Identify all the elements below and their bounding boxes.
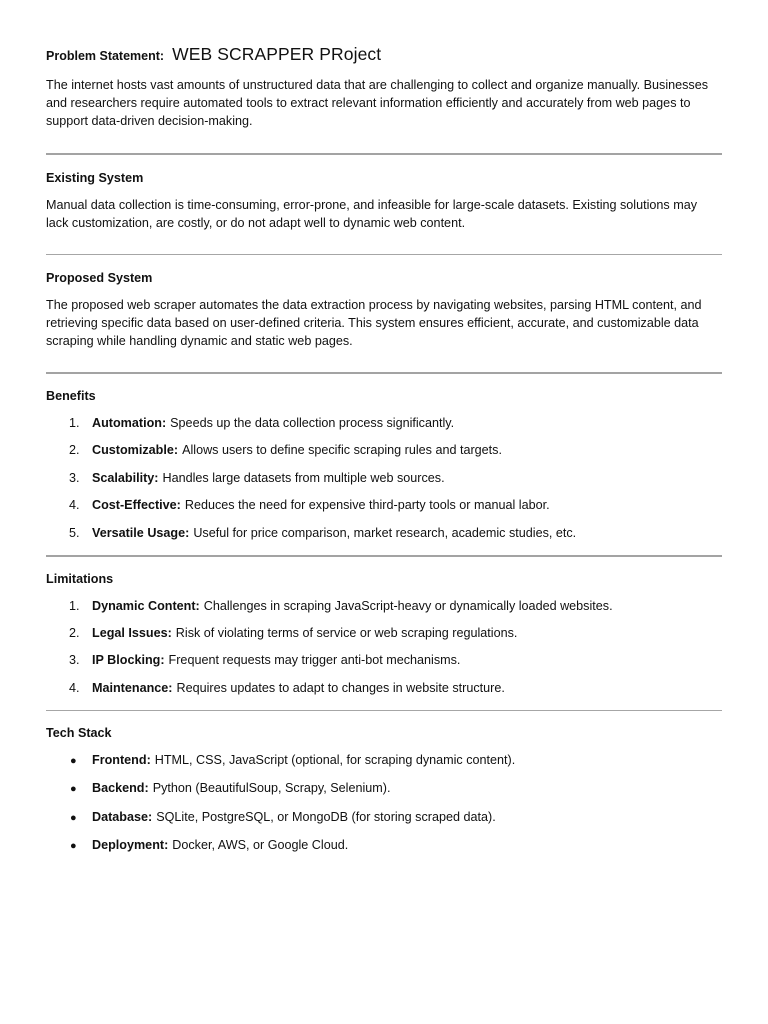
limitations-list: [46, 597, 722, 697]
list-item: [46, 651, 722, 669]
item-term: Deployment:: [92, 837, 169, 852]
list-item: [46, 496, 722, 514]
item-term: Automation:: [92, 416, 167, 430]
section-heading: Benefits: [46, 389, 96, 403]
item-description: Frequent requests may trigger anti-bot mechanisms.: [168, 653, 461, 668]
list-number: 1.: [69, 598, 80, 613]
list-item: [46, 524, 722, 542]
document-title: [46, 44, 722, 65]
list-number: 2.: [69, 625, 80, 640]
item-description: Docker, AWS, or Google Cloud.: [172, 837, 349, 852]
list-item: [46, 679, 722, 697]
tech-stack-list: [46, 751, 722, 855]
section-text: The proposed web scraper automates the data extraction process by navigating websites, parsing HTML content, and retrieving specific data based on user-defined criteria. This system ensures efficient, accurate, and customizable data scraping while handling dynamic and static web pages.: [46, 298, 702, 348]
item-description: Requires updates to adapt to changes in website structure.: [176, 680, 505, 695]
item-term: Maintenance:: [92, 680, 173, 695]
section-divider: [46, 153, 722, 155]
item-term: Cost-Effective:: [92, 498, 181, 513]
list-item: [46, 469, 722, 487]
item-term: Scalability:: [92, 470, 159, 485]
list-number: 4.: [69, 498, 80, 513]
section-text: Manual data collection is time-consuming, error-prone, and infeasible for large-scale datasets. Existing solutions may lack customization, are costly, or do not adapt well to dynamic web content.: [46, 198, 697, 230]
limitations-section: [46, 570, 722, 697]
section-heading: Proposed System: [46, 271, 153, 285]
list-item: [46, 779, 722, 798]
item-term: Legal Issues:: [92, 625, 172, 640]
list-item: [46, 624, 722, 642]
item-description: Useful for price comparison, market research, academic studies, etc.: [193, 525, 577, 540]
benefits-section: [46, 387, 722, 542]
section-heading: Limitations: [46, 571, 114, 586]
section-divider: [46, 254, 722, 255]
item-term: Dynamic Content:: [92, 598, 200, 613]
list-number: 4.: [69, 680, 80, 695]
section-divider: [46, 710, 722, 711]
intro-paragraph: The internet hosts vast amounts of unstructured data that are challenging to collect and organize manually. Businesses and researchers require automated tools to extract relevant information efficiently and accurately from web pages to support data-driven decision-making.: [46, 78, 709, 128]
list-item: [46, 836, 722, 855]
list-number: 1.: [69, 416, 80, 430]
item-term: Backend:: [92, 781, 149, 796]
list-number: 2.: [69, 443, 80, 458]
existing-system-section: [46, 169, 722, 232]
tech-stack-section: [46, 724, 722, 855]
item-term: Frontend:: [92, 752, 151, 767]
list-item: [46, 414, 722, 432]
section-divider: [46, 372, 722, 374]
bullet-icon: ●: [70, 783, 77, 796]
item-description: Reduces the need for expensive third-party tools or manual labor.: [184, 498, 550, 513]
bullet-icon: ●: [70, 754, 77, 767]
list-number: 3.: [69, 470, 80, 485]
item-description: HTML, CSS, JavaScript (optional, for scraping dynamic content).: [154, 752, 516, 767]
item-description: SQLite, PostgreSQL, or MongoDB (for storing scraped data).: [156, 809, 496, 824]
item-description: Risk of violating terms of service or web scraping regulations.: [175, 625, 518, 640]
proposed-system-section: [46, 269, 722, 350]
item-term: Versatile Usage:: [92, 525, 190, 540]
list-item: [46, 597, 722, 615]
section-heading: Tech Stack: [46, 725, 112, 740]
item-description: Python (BeautifulSoup, Scrapy, Selenium).: [152, 781, 391, 796]
item-term: Database:: [92, 809, 153, 824]
benefits-list: [46, 414, 722, 542]
list-number: 3.: [69, 653, 80, 668]
item-description: Challenges in scraping JavaScript-heavy or dynamically loaded websites.: [203, 598, 613, 613]
section-divider: [46, 555, 722, 557]
bullet-icon: ●: [70, 839, 77, 852]
item-description: Speeds up the data collection process significantly.: [170, 416, 455, 430]
title-label: Problem Statement:: [46, 49, 165, 63]
item-term: Customizable:: [92, 443, 179, 458]
item-description: Handles large datasets from multiple web sources.: [162, 470, 445, 485]
list-item: [46, 808, 722, 827]
bullet-icon: ●: [70, 811, 77, 824]
item-description: Allows users to define specific scraping rules and targets.: [182, 443, 502, 458]
list-number: 5.: [69, 525, 80, 540]
title-text: WEB SCRAPPER PRoject: [172, 44, 382, 64]
section-heading: Existing System: [46, 171, 144, 185]
list-item: [46, 441, 722, 459]
list-item: [46, 751, 722, 770]
item-term: IP Blocking:: [92, 653, 165, 668]
